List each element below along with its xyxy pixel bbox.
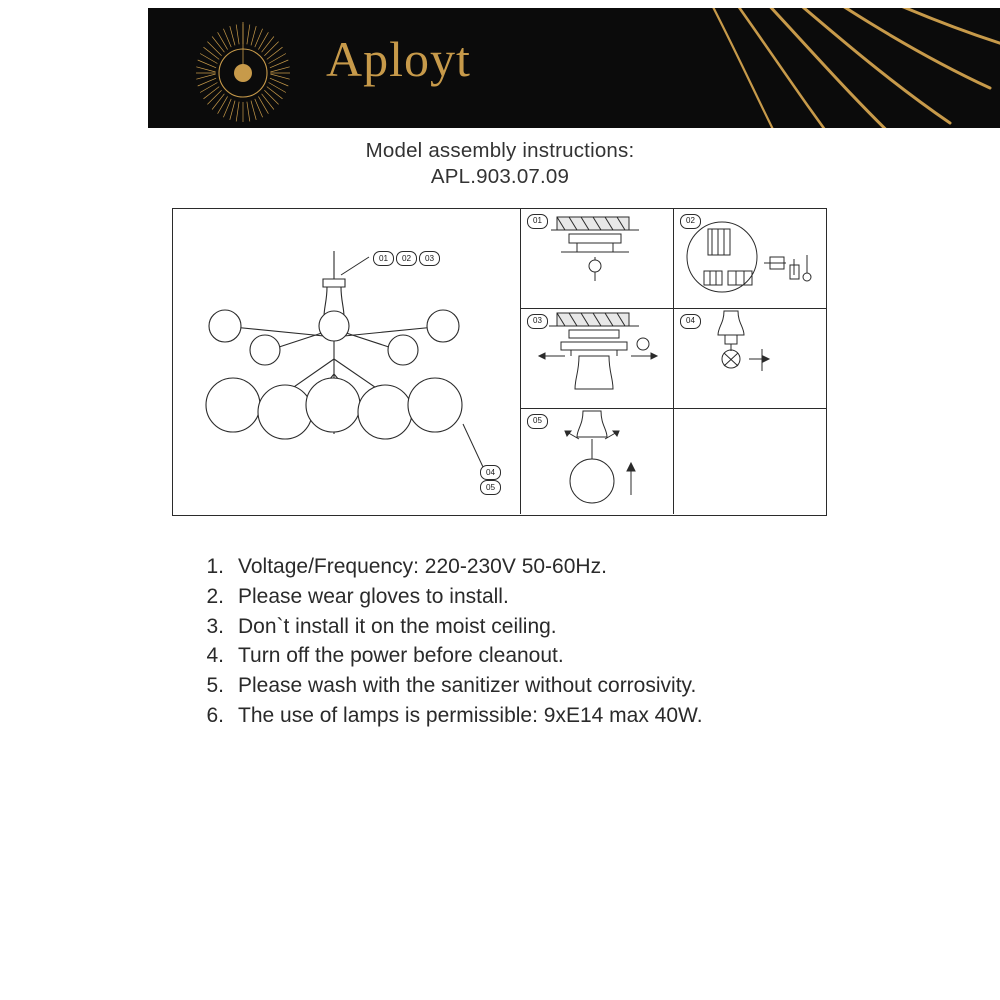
note-text: Please wash with the sanitizer without corrosivity.: [238, 674, 697, 698]
step-panel-01: [520, 209, 673, 309]
list-item: [186, 641, 906, 671]
step-panel-02: [673, 209, 826, 309]
step-number-badge: 01: [527, 214, 548, 229]
note-text: Please wear gloves to install.: [238, 584, 509, 608]
step-panel-04: [673, 309, 826, 409]
note-number: 1.: [206, 555, 224, 578]
note-text: Voltage/Frequency: 220-230V 50-60Hz.: [238, 555, 607, 578]
step-panel-03: [520, 309, 673, 409]
sunburst-logo-icon: [188, 18, 298, 128]
callout-badge: 05: [480, 480, 501, 495]
list-item: [186, 582, 906, 612]
gold-fan-rays-icon: [620, 8, 1000, 128]
title-line-1: Model assembly instructions:: [365, 139, 635, 162]
note-text: Turn off the power before cleanout.: [238, 644, 564, 668]
step-number-badge: 02: [680, 214, 701, 229]
callout-top-parts: [373, 251, 442, 266]
brand-name: Aployt: [326, 31, 471, 87]
list-item: [186, 552, 906, 582]
note-number: 4.: [206, 644, 224, 668]
product-overview-panel: [173, 209, 520, 514]
callout-badge: 01: [373, 251, 394, 266]
note-number: 5.: [206, 674, 224, 698]
title-line-2: APL.903.07.09: [430, 165, 570, 189]
chandelier-illustration-icon: [173, 209, 520, 514]
assembly-diagram: [172, 208, 827, 516]
step-number-badge: 05: [527, 414, 548, 429]
callout-bottom-parts: [480, 465, 520, 495]
list-item: [186, 671, 906, 701]
empty-panel: [673, 409, 826, 514]
note-number: 6.: [206, 704, 224, 728]
note-number: 3.: [206, 614, 224, 638]
brand-banner: [148, 8, 1000, 128]
callout-badge: 04: [480, 465, 501, 480]
note-text: Don`t install it on the moist ceiling.: [238, 614, 557, 638]
note-number: 2.: [206, 584, 224, 608]
page-title: [0, 138, 1000, 190]
list-item: [186, 612, 906, 642]
note-text: The use of lamps is permissible: 9xE14 max 40W.: [238, 704, 703, 728]
step-panel-05: [520, 409, 673, 514]
callout-badge: 03: [419, 251, 440, 266]
step-number-badge: 04: [680, 314, 701, 329]
step-number-badge: 03: [527, 314, 548, 329]
instruction-notes-list: [186, 552, 906, 731]
callout-badge: 02: [396, 251, 417, 266]
list-item: [186, 701, 906, 731]
